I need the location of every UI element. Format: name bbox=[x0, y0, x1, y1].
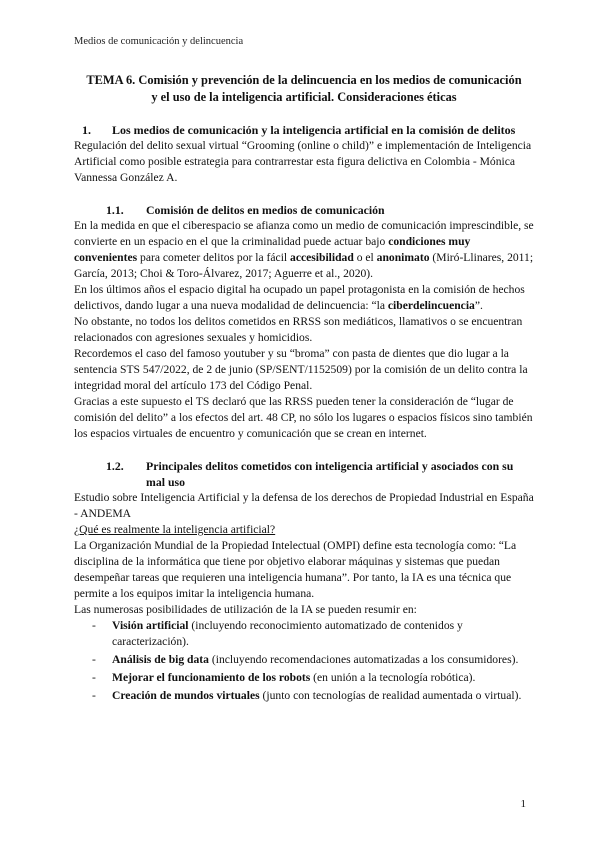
bold-run: ciberdelincuencia bbox=[387, 299, 475, 312]
document-title: TEMA 6. Comisión y prevención de la delincuencia en los medios de comunicación y el uso de la inteligencia artificial. Consideraciones éticas bbox=[86, 73, 522, 104]
section-1-2-paragraph-3: Las numerosas posibilidades de utilización de la IA se pueden resumir en: bbox=[74, 603, 417, 616]
list-dash: - bbox=[92, 671, 96, 684]
list-item bbox=[74, 618, 534, 650]
list-item-bold: Creación de mundos virtuales bbox=[112, 689, 260, 702]
section-1-2-paragraph-1: Estudio sobre Inteligencia Artificial y la defensa de los derechos de Propiedad Industrial en España - ANDEMA bbox=[74, 491, 534, 520]
section-1-title: Los medios de comunicación y la inteligencia artificial en la comisión de delitos bbox=[112, 123, 516, 137]
list-dash: - bbox=[92, 689, 96, 702]
text-run: En los últimos años el espacio digital ha ocupado un papel protagonista en la comisión de hechos delictivos, dando lugar a una nueva modalidad de delincuencia: “la bbox=[74, 283, 525, 312]
list-item bbox=[74, 688, 534, 704]
bold-run: anonimato bbox=[376, 251, 430, 264]
list-item-bold: Análisis de big data bbox=[112, 653, 209, 666]
section-1-paragraph: Regulación del delito sexual virtual “Grooming (online o child)” e implementación de Inteligencia Artificial como posible estrategia para contrarrestar esta figura delictiva en Colombia - Mónica Vannessa González A. bbox=[74, 139, 532, 184]
running-header: Medios de comunicación y delincuencia bbox=[74, 36, 244, 47]
bold-run: condiciones muy convenientes bbox=[74, 235, 471, 264]
section-1-1-paragraph-5: Gracias a este supuesto el TS declaró que las RRSS pueden tener la consideración de “lugar de comisión del delito” a los efectos del art. 48 CP, no sólo los lugares o espacios físicos sino también los espacios virtuales de encuentro y comunicación que se crean en internet. bbox=[74, 395, 533, 440]
text-run: ”. bbox=[474, 299, 483, 312]
page-number: 1 bbox=[520, 798, 526, 810]
section-1-number: 1. bbox=[82, 123, 91, 137]
list-item-text: (incluyendo reconocimiento automatizado de contenidos y caracterización). bbox=[112, 619, 463, 648]
list-item-text: (junto con tecnologías de realidad aumentada o virtual). bbox=[259, 689, 522, 702]
section-1-1-title: Comisión de delitos en medios de comunicación bbox=[146, 203, 385, 217]
section-1-heading bbox=[74, 122, 534, 138]
list-dash: - bbox=[92, 619, 96, 632]
text-run: para cometer delitos por la fácil bbox=[137, 251, 291, 264]
section-1-2-question: ¿Qué es realmente la inteligencia artificial? bbox=[74, 523, 276, 536]
section-1-2-paragraph-2: La Organización Mundial de la Propiedad Intelectual (OMPI) define esta tecnología como: “La disciplina de la informática que tiene por objetivo elaborar máquinas y sistemas que puedan desempeñar tareas que requieren una inteligencia humana”. Por tanto, la IA es una técnica que permite a los equipos imitar la inteligencia humana. bbox=[74, 539, 517, 600]
text-run: En la medida en que el ciberespacio se afianza como un medio de comunicación imprescindible, se convierte en un espacio en el que la criminalidad puede actuar bajo bbox=[74, 219, 534, 248]
list-item-bold: Visión artificial bbox=[112, 619, 189, 632]
section-1-2-title: Principales delitos cometidos con inteligencia artificial y asociados con su mal uso bbox=[146, 459, 514, 489]
text-run: o el bbox=[353, 251, 377, 264]
ia-uses-list bbox=[74, 618, 534, 704]
list-item-bold: Mejorar el funcionamiento de los robots bbox=[112, 671, 311, 684]
bold-run: accesibilidad bbox=[290, 251, 354, 264]
section-1-2-heading bbox=[74, 458, 534, 490]
section-1-1-paragraph-2 bbox=[74, 282, 534, 314]
list-item-text: (incluyendo recomendaciones automatizadas a los consumidores). bbox=[208, 653, 519, 666]
text-run: (Miró-Llinares, 2011; García, 2013; Choi & Toro-Álvarez, 2017; Aguerre et al., 2020). bbox=[74, 251, 534, 280]
section-1-1-paragraph-1 bbox=[74, 218, 534, 282]
list-item bbox=[74, 652, 534, 668]
section-1-1-heading bbox=[74, 202, 534, 218]
section-1-1-number: 1.1. bbox=[106, 203, 124, 217]
list-dash: - bbox=[92, 653, 96, 666]
section-1-2-number: 1.2. bbox=[106, 459, 124, 473]
section-1-1-paragraph-4: Recordemos el caso del famoso youtuber y su “broma” con pasta de dientes que dio lugar a la sentencia STS 547/2022, de 2 de junio (SP/SENT/1152509) por la comisión de un delito contra la integridad moral del artículo 173 del Código Penal. bbox=[74, 347, 528, 392]
page-content bbox=[74, 72, 534, 706]
list-item-text: (en unión a la tecnología robótica). bbox=[310, 671, 476, 684]
section-1-1-paragraph-3: No obstante, no todos los delitos cometidos en RRSS son mediáticos, llamativos o se encuentran relacionados con agresiones sexuales y homicidios. bbox=[74, 315, 523, 344]
list-item bbox=[74, 670, 534, 686]
